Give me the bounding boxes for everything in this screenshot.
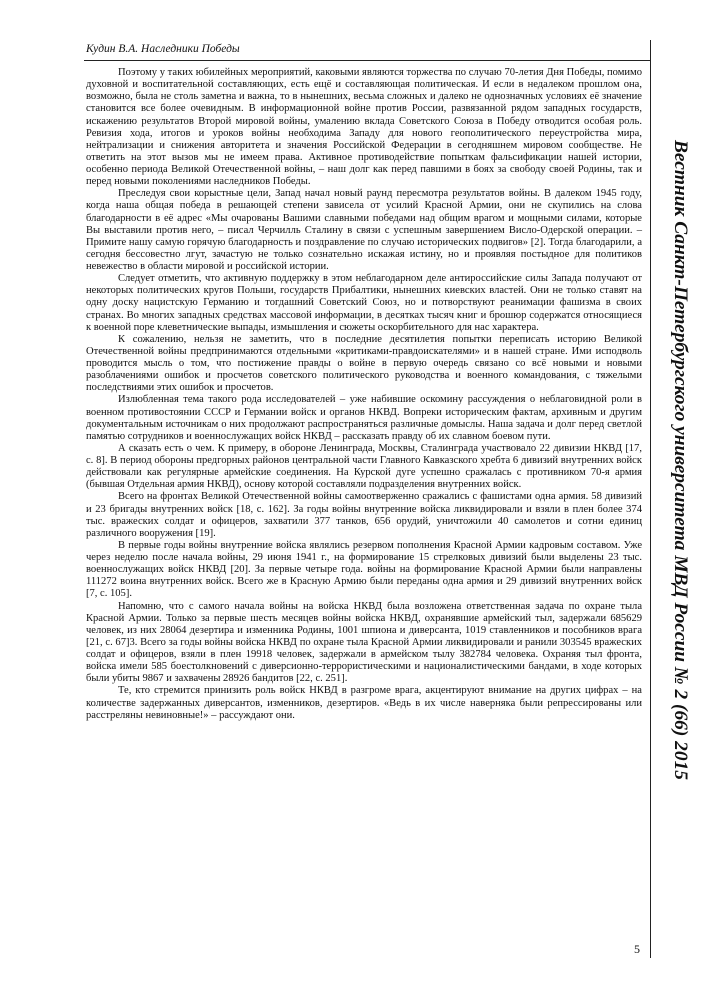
header-rule	[84, 60, 650, 61]
paragraph-1: Поэтому у таких юбилейных мероприятий, каковыми являются торжества по случаю 70-летия Дня Победы, помимо духовной и воспитательной составляющих, есть ещё и составляющая политическая. И если в недалеком прошлом она, возможно, была не столь заметна и важна, то в нынешних, весьма сложных и далеко не однозначных условиях её значение становится все более очевидным. В информационной войне против России, развязанной рядом западных государств, искажению результатов Второй мировой войны, умалению вклада Советского Союза в Победу отводится особая роль. Ревизия хода, итогов и уроков войны необходима Западу для нового геополитического переустройства мира, нейтрализации и снижения авторитета и значения Российской Федерации в сегодняшнем мировом сообществе. Не ответить на этот вызов мы не имеем права. Активное противодействие попыткам фальсификации нашей истории, особенно периода Великой Отечественной войны, – наш долг как перед павшими в боях за свободу своей Родины, так и перед новыми поколениями наследников Победы.	[86, 67, 642, 188]
paragraph-6: А сказать есть о чем. К примеру, в обороне Ленинграда, Москвы, Сталинграда участвовало 22 дивизии НКВД [17, с. 8]. В период обороны предгорных районов центральной части Главного Кавказского хребта 6 дивизий внутренних войск действовали как регулярные армейские соединения. На Курской дуге успешно сражалась с противником 70-я армия (бывшая Отдельная армия НКВД), основу которой составляли подразделения внутренних войск.	[86, 442, 642, 491]
paragraph-3: Следует отметить, что активную поддержку в этом неблагодарном деле антироссийские силы Запада получают от некоторых политических кругов Польши, государств Прибалтики, нынешних киевских властей. Они не только ставят на одну доску нацистскую Германию и тогдашний Советский Союз, но и потворствуют реанимации фашизма в своих странах. Во многих западных средствах массовой информации, в десятках тысяч книг и брошюр содержатся относящиеся к военной поре клеветнические выпады, измышления и сюжеты оскорбительного для нас характера.	[86, 273, 642, 333]
paragraph-8: В первые годы войны внутренние войска являлись резервом пополнения Красной Армии кадровым составом. Уже через неделю после начала войны, 29 июня 1941 г., на формирование 15 стрелковых дивизий были выделены 23 тыс. военнослужащих войск НКВД [20]. За первые четыре года. войны на формирование Красной Армии были направлены 111272 воина внутренних войск. Всего же в Красную Армию были переданы одна армия и 29 дивизий внутренних войск [7, с. 105].	[86, 539, 642, 600]
journal-side-title-text: Вестник Санкт-Петербургского университета МВД России № 2 (66) 2015	[670, 140, 691, 780]
running-header: Кудин В.А. Наследники Победы	[86, 43, 240, 55]
paragraph-2: Преследуя свои корыстные цели, Запад начал новый раунд пересмотра результатов войны. В далеком 1945 году, когда наша общая победа в решающей степени зависела от усилий Красной Армии, они не скупились на слова благодарности в её адрес «Мы очарованы Вашими славными победами над общим врагом и мощными силами, которые Вы выставили против него, – писал Черчилль Сталину в связи с успешным завершением Висло-Одерской операции. – Примите нашу самую горячую благодарность и поздравление по случаю исторических подвигов» [2]. Тогда благодарили, а сегодня бессовестно лгут, зачастую не только сознательно искажая истину, но и проявляя постыдное для политиков невежество в области мировой и российской истории.	[86, 188, 642, 272]
margin-rule	[650, 40, 651, 958]
paragraph-5: Излюбленная тема такого рода исследователей – уже набившие оскомину рассуждения о неблаговидной роли в военном противостоянии СССР и Германии войск и органов НКВД. Вопреки историческим фактам, архивным и другим документальным источникам о них продолжают распространяться различные домыслы. Наша задача и долг перед светлой памятью сотрудников и военнослужащих войск НКВД – рассказать правду об их славном боевом пути.	[86, 394, 642, 442]
article-body	[86, 67, 642, 722]
paragraph-7: Всего на фронтах Великой Отечественной войны самоотверженно сражались с фашистами одна армия. 58 дивизий и 23 бригады внутренних войск [18, с. 162]. За годы войны внутренние войска ликвидировали и взяли в плен более 374 тыс. вражеских солдат и офицеров, захватили 377 танков, 656 орудий, уничтожили 40 самолетов и сотни единиц различного вооружения [19].	[86, 491, 642, 539]
paragraph-9: Напомню, что с самого начала войны на войска НКВД была возложена ответственная задача по охране тыла Красной Армии. Только за первые шесть месяцев войны войска НКВД, охранявшие армейский тыл, задержали 685629 человек, из них 28064 дезертира и изменника Родины, 1001 шпиона и диверсанта, 1019 ставленников и пособников врага [21, с. 67]3. Всего за годы войны войска НКВД по охране тыла Красной Армии ликвидировали и ранили 303545 вражеских солдат и офицеров, взяли в плен 19918 человек, задержали в армейском тылу 382784 человека. Охраняя тыл фронта, войска имели 585 боестолкновений с диверсионно-террористическими и националистическими бандами, в ходе которых были убиты 9867 и захвачены 28926 бандитов [22, с. 251].	[86, 600, 642, 685]
paragraph-10: Те, кто стремится принизить роль войск НКВД в разгроме врага, акцентируют внимание на других цифрах – на количестве задержанных диверсантов, изменников, дезертиров. «Ведь в их числе наверняка были репрессированы или расстреляны невиновные!» – рассуждают они.	[86, 685, 642, 721]
page-number: 5	[634, 942, 640, 956]
paragraph-4: К сожалению, нельзя не заметить, что в последние десятилетия попытки переписать историю Великой Отечественной войны предпринимаются отдельными «критиками-правдоискателями» и в нашей стране. Ими исподволь проводится мысль о том, что постижение правды о войне в первую очередь связано со всё новыми и новыми разоблачениями ошибок и просчетов советского политического руководства и военного командования, с тяжелыми последствиями этих ошибок и просчетов.	[86, 333, 642, 394]
journal-side-title	[664, 140, 696, 930]
